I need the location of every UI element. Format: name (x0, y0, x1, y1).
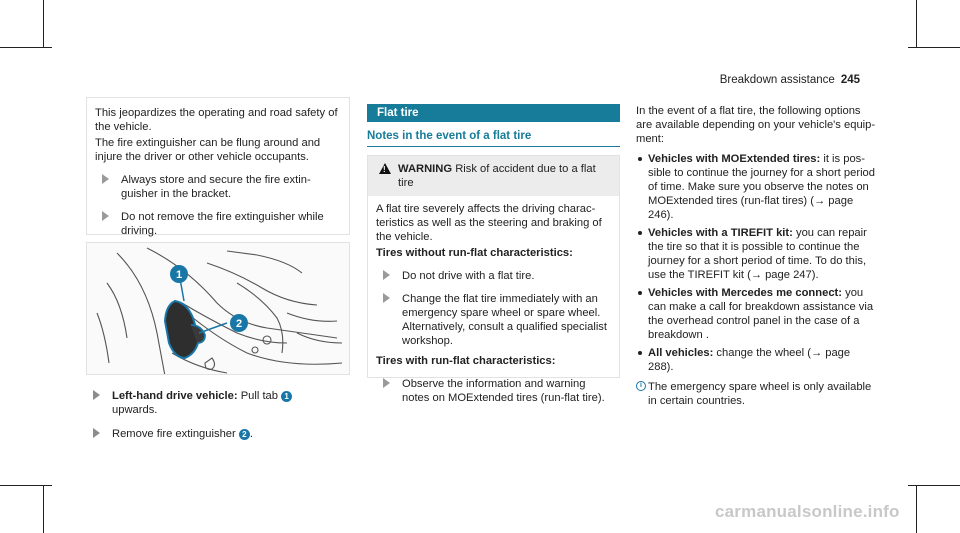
info-icon: i (636, 381, 646, 391)
callout-badge: 2 (239, 429, 250, 440)
callout-2: 2 (235, 318, 243, 330)
fire-extinguisher-figure (86, 242, 350, 375)
page-header (720, 73, 860, 87)
arrow-icon (102, 211, 109, 221)
arrow-icon (102, 174, 109, 184)
paragraph: In the event of a flat tire, the following options are available depending on your vehicle's equipment: (636, 105, 876, 145)
page-number: 245 (840, 74, 860, 86)
instruction-step: Left-hand drive vehicle: Pull tab 1 upwards. (86, 389, 350, 417)
instruction-step: Remove fire extinguisher 2 . (86, 427, 350, 441)
arrow-icon (93, 390, 100, 400)
callout-1: 1 (175, 269, 183, 281)
paragraph-heading: Tires with run-flat characteristics: (376, 355, 556, 367)
arrow-icon (383, 293, 390, 303)
column-middle (367, 104, 620, 404)
paragraph: A flat tire severely affects the driving characteristics as well as the steering and braking of the vehicle. (376, 203, 602, 243)
paragraph: This jeopardizes the operating and road safety of the vehicle. (95, 107, 338, 133)
info-note: i The emergency spare wheel is only available in certain countries. (636, 380, 878, 408)
instruction-step: Do not drive with a flat tire. (376, 269, 611, 283)
list-item: Vehicles with MOExtended tires: it is possible to continue the journey for a short period of time. Make sure you observe the notes on MOExtended tires (run-flat tires) (→ page 246). (636, 152, 878, 222)
crop-mark (43, 485, 44, 533)
crop-mark (916, 0, 917, 48)
crop-mark (0, 47, 52, 48)
section-title-bar: Flat tire (367, 104, 620, 122)
warning-text: Risk of accident due to a flat tire (398, 163, 596, 189)
instruction-step: Do not remove the fire extinguisher while driving. (95, 210, 341, 238)
crop-mark (908, 485, 960, 486)
instruction-step: Change the flat tire immediately with an emergency spare wheel or spare wheel. Alternatively, consult a qualified specialist workshop. (376, 292, 611, 348)
crop-mark (0, 485, 52, 486)
section-title: Breakdown assistance (719, 74, 835, 86)
warning-icon (379, 163, 391, 174)
column-left (86, 97, 350, 235)
options-list (636, 152, 878, 374)
crop-mark (43, 0, 44, 48)
warning-header (368, 156, 619, 196)
watermark: carmanualsonline.info (715, 502, 900, 521)
warning-label: WARNING (398, 163, 453, 175)
instruction-step: Observe the information and warning notes on MOExtended tires (run-flat tire). (376, 377, 611, 405)
seat-illustration (87, 243, 350, 375)
instruction-step: Always store and secure the fire extinguisher in the bracket. (95, 173, 341, 201)
crop-mark (916, 485, 917, 533)
warning-body (368, 196, 619, 411)
list-item: Vehicles with a TIREFIT kit: you can repair the tire so that it is possible to continue the journey for a short period of time. To do this, use the TIREFIT kit (→ page 247). (636, 226, 878, 282)
callout-badge: 1 (281, 391, 292, 402)
warning-continuation-box (86, 97, 350, 235)
arrow-icon (93, 428, 100, 438)
crop-mark (908, 47, 960, 48)
arrow-icon (383, 378, 390, 388)
subheading: Notes in the event of a flat tire (367, 129, 620, 147)
arrow-icon (383, 270, 390, 280)
column-right (636, 104, 878, 408)
paragraph-heading: Tires without run-flat characteristics: (376, 247, 573, 259)
paragraph: The fire extinguisher can be flung around and injure the driver or other vehicle occupants. (95, 137, 321, 163)
figure-steps (86, 380, 350, 441)
list-item: All vehicles: change the wheel (→ page 288). (636, 346, 878, 374)
warning-box (367, 155, 620, 404)
list-item: Vehicles with Mercedes me connect: you can make a call for breakdown assistance via the overhead control panel in the case of a breakdown . (636, 286, 878, 342)
